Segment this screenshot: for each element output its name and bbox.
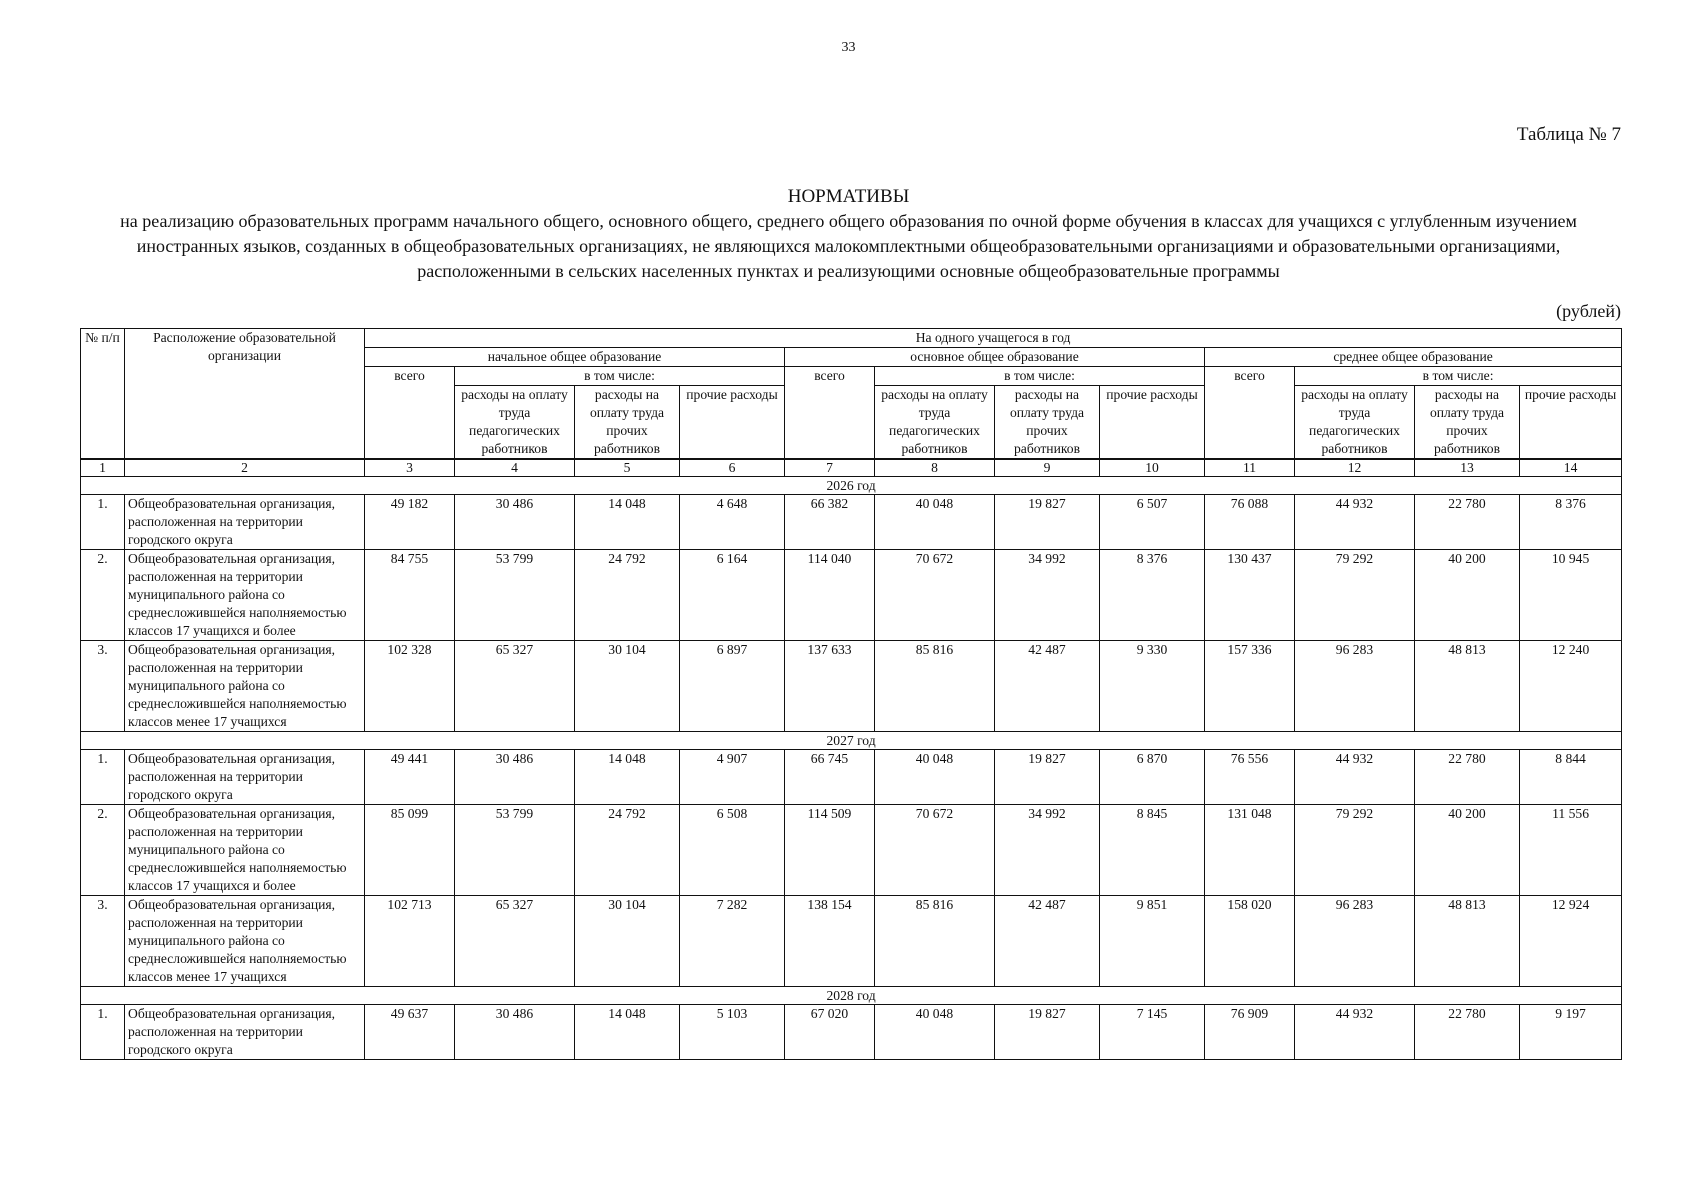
value-cell: 14 048 [575, 495, 680, 550]
value-cell: 114 509 [785, 805, 875, 896]
column-number-cell: 10 [1100, 459, 1205, 477]
value-cell: 12 240 [1520, 641, 1622, 732]
value-cell: 40 200 [1415, 550, 1520, 641]
value-cell: 22 780 [1415, 750, 1520, 805]
table-label: Таблица № 7 [1516, 124, 1621, 145]
value-cell: 19 827 [995, 1005, 1100, 1060]
document-subtitle: на реализацию образовательных программ начального общего, основного общего, среднего общего образования по очной форме обучения в классах для учащихся с углубленным изучением иностранных языков, созданных в общеобразовательных организациях, не являющихся малокомплектными общеобразовательными организациями и образовательными организациями, расположенными в сельских населенных пунктах и реализующими основные общеобразовательные программы [120, 211, 1577, 281]
value-cell: 19 827 [995, 495, 1100, 550]
value-cell: 8 376 [1100, 550, 1205, 641]
org-location: Общеобразовательная организация, расположенная на территории городского округа [125, 495, 365, 550]
value-cell: 8 376 [1520, 495, 1622, 550]
header-total: всего [365, 367, 455, 460]
value-cell: 7 145 [1100, 1005, 1205, 1060]
header-including: в том числе: [875, 367, 1205, 386]
header-other-expenses: прочие расходы [680, 386, 785, 460]
value-cell: 84 755 [365, 550, 455, 641]
value-cell: 4 907 [680, 750, 785, 805]
table-row [81, 495, 1622, 550]
header-level-primary: начальное общее образование [365, 348, 785, 367]
value-cell: 9 197 [1520, 1005, 1622, 1060]
value-cell: 44 932 [1295, 750, 1415, 805]
value-cell: 48 813 [1415, 641, 1520, 732]
value-cell: 5 103 [680, 1005, 785, 1060]
header-other-expenses: прочие расходы [1520, 386, 1622, 460]
value-cell: 49 441 [365, 750, 455, 805]
value-cell: 76 909 [1205, 1005, 1295, 1060]
header-other-expenses: прочие расходы [1100, 386, 1205, 460]
value-cell: 79 292 [1295, 805, 1415, 896]
value-cell: 157 336 [1205, 641, 1295, 732]
value-cell: 131 048 [1205, 805, 1295, 896]
header-including: в том числе: [455, 367, 785, 386]
value-cell: 6 507 [1100, 495, 1205, 550]
column-number-cell: 12 [1295, 459, 1415, 477]
table-row [81, 641, 1622, 732]
value-cell: 66 382 [785, 495, 875, 550]
value-cell: 49 182 [365, 495, 455, 550]
value-cell: 40 200 [1415, 805, 1520, 896]
value-cell: 11 556 [1520, 805, 1622, 896]
value-cell: 48 813 [1415, 896, 1520, 987]
value-cell: 30 486 [455, 1005, 575, 1060]
org-location: Общеобразовательная организация, расположенная на территории городского округа [125, 1005, 365, 1060]
column-number-cell: 2 [125, 459, 365, 477]
year-row [81, 732, 1622, 750]
norms-table [80, 328, 1622, 1060]
org-location: Общеобразовательная организация, расположенная на территории городского округа [125, 750, 365, 805]
header-total: всего [785, 367, 875, 460]
header-other-staff: расходы на оплату труда прочих работников [995, 386, 1100, 460]
header-other-staff: расходы на оплату труда прочих работников [575, 386, 680, 460]
value-cell: 102 328 [365, 641, 455, 732]
value-cell: 6 508 [680, 805, 785, 896]
value-cell: 40 048 [875, 1005, 995, 1060]
year-label: 2028 год [81, 987, 1622, 1005]
row-number: 1. [81, 495, 125, 550]
value-cell: 44 932 [1295, 495, 1415, 550]
value-cell: 96 283 [1295, 896, 1415, 987]
table-row [81, 896, 1622, 987]
column-number-cell: 13 [1415, 459, 1520, 477]
value-cell: 44 932 [1295, 1005, 1415, 1060]
org-location: Общеобразовательная организация, расположенная на территории муниципального района со среднесложившейся наполняемостью классов 17 учащихся и более [125, 550, 365, 641]
value-cell: 14 048 [575, 750, 680, 805]
value-cell: 65 327 [455, 896, 575, 987]
value-cell: 4 648 [680, 495, 785, 550]
value-cell: 40 048 [875, 750, 995, 805]
value-cell: 30 486 [455, 750, 575, 805]
value-cell: 34 992 [995, 805, 1100, 896]
value-cell: 130 437 [1205, 550, 1295, 641]
value-cell: 96 283 [1295, 641, 1415, 732]
org-location: Общеобразовательная организация, расположенная на территории муниципального района со среднесложившейся наполняемостью классов 17 учащихся и более [125, 805, 365, 896]
value-cell: 30 104 [575, 896, 680, 987]
value-cell: 6 164 [680, 550, 785, 641]
value-cell: 10 945 [1520, 550, 1622, 641]
value-cell: 9 330 [1100, 641, 1205, 732]
value-cell: 76 088 [1205, 495, 1295, 550]
table-row [81, 805, 1622, 896]
org-location: Общеобразовательная организация, расположенная на территории муниципального района со среднесложившейся наполняемостью классов менее 17 учащихся [125, 641, 365, 732]
row-number: 1. [81, 1005, 125, 1060]
column-number-cell: 7 [785, 459, 875, 477]
column-number-cell: 5 [575, 459, 680, 477]
value-cell: 137 633 [785, 641, 875, 732]
value-cell: 6 870 [1100, 750, 1205, 805]
table-row [81, 550, 1622, 641]
value-cell: 24 792 [575, 550, 680, 641]
value-cell: 138 154 [785, 896, 875, 987]
header-num: № п/п [81, 329, 125, 460]
value-cell: 42 487 [995, 641, 1100, 732]
value-cell: 53 799 [455, 805, 575, 896]
value-cell: 85 816 [875, 641, 995, 732]
value-cell: 22 780 [1415, 495, 1520, 550]
value-cell: 70 672 [875, 550, 995, 641]
year-row [81, 987, 1622, 1005]
value-cell: 9 851 [1100, 896, 1205, 987]
org-location: Общеобразовательная организация, расположенная на территории муниципального района со среднесложившейся наполняемостью классов менее 17 учащихся [125, 896, 365, 987]
value-cell: 24 792 [575, 805, 680, 896]
column-numbers-row [81, 459, 1622, 477]
value-cell: 30 104 [575, 641, 680, 732]
value-cell: 14 048 [575, 1005, 680, 1060]
header-per-student: На одного учащегося в год [365, 329, 1622, 348]
value-cell: 53 799 [455, 550, 575, 641]
value-cell: 65 327 [455, 641, 575, 732]
header-including: в том числе: [1295, 367, 1622, 386]
value-cell: 114 040 [785, 550, 875, 641]
row-number: 3. [81, 641, 125, 732]
column-number-cell: 11 [1205, 459, 1295, 477]
value-cell: 42 487 [995, 896, 1100, 987]
header-location: Расположение образовательной организации [125, 329, 365, 460]
year-label: 2027 год [81, 732, 1622, 750]
value-cell: 40 048 [875, 495, 995, 550]
table-row [81, 1005, 1622, 1060]
value-cell: 12 924 [1520, 896, 1622, 987]
header-row-1 [81, 329, 1622, 348]
value-cell: 79 292 [1295, 550, 1415, 641]
year-label: 2026 год [81, 477, 1622, 495]
header-level-secondary: среднее общее образование [1205, 348, 1622, 367]
header-level-basic: основное общее образование [785, 348, 1205, 367]
row-number: 3. [81, 896, 125, 987]
value-cell: 19 827 [995, 750, 1100, 805]
column-number-cell: 14 [1520, 459, 1622, 477]
value-cell: 30 486 [455, 495, 575, 550]
value-cell: 102 713 [365, 896, 455, 987]
column-number-cell: 3 [365, 459, 455, 477]
value-cell: 6 897 [680, 641, 785, 732]
header-ped-staff: расходы на оплату труда педагогических работников [875, 386, 995, 460]
column-number-cell: 4 [455, 459, 575, 477]
value-cell: 66 745 [785, 750, 875, 805]
value-cell: 85 099 [365, 805, 455, 896]
value-cell: 22 780 [1415, 1005, 1520, 1060]
row-number: 2. [81, 550, 125, 641]
value-cell: 49 637 [365, 1005, 455, 1060]
value-cell: 158 020 [1205, 896, 1295, 987]
row-number: 1. [81, 750, 125, 805]
value-cell: 8 844 [1520, 750, 1622, 805]
column-number-cell: 9 [995, 459, 1100, 477]
header-total: всего [1205, 367, 1295, 460]
table-row [81, 750, 1622, 805]
value-cell: 34 992 [995, 550, 1100, 641]
units-label: (рублей) [1556, 301, 1621, 321]
header-ped-staff: расходы на оплату труда педагогических работников [1295, 386, 1415, 460]
column-number-cell: 8 [875, 459, 995, 477]
header-ped-staff: расходы на оплату труда педагогических работников [455, 386, 575, 460]
value-cell: 76 556 [1205, 750, 1295, 805]
header-other-staff: расходы на оплату труда прочих работников [1415, 386, 1520, 460]
table-body [81, 459, 1622, 1060]
page-number: 33 [841, 40, 856, 55]
value-cell: 8 845 [1100, 805, 1205, 896]
value-cell: 67 020 [785, 1005, 875, 1060]
value-cell: 70 672 [875, 805, 995, 896]
document-title: НОРМАТИВЫ [787, 186, 910, 207]
column-number-cell: 6 [680, 459, 785, 477]
column-number-cell: 1 [81, 459, 125, 477]
value-cell: 7 282 [680, 896, 785, 987]
value-cell: 85 816 [875, 896, 995, 987]
row-number: 2. [81, 805, 125, 896]
year-row [81, 477, 1622, 495]
